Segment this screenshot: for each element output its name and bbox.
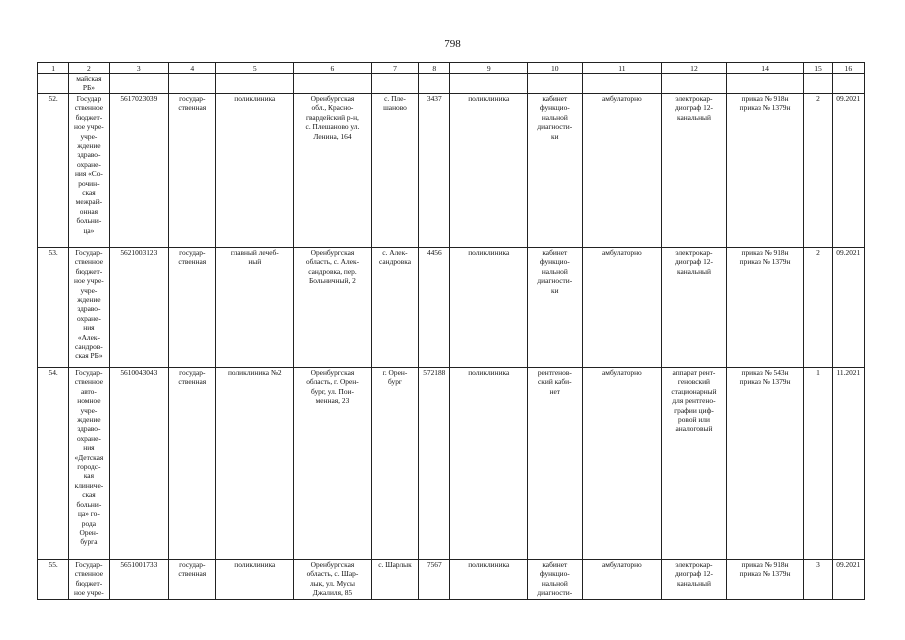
organization-name: Государ ственное бюджет- ное учре- учре- ждение здраво- охране- ния «Со- рочин- ская межрай- онная больни- ца»	[69, 94, 109, 248]
table-cell	[582, 74, 662, 94]
table-row	[38, 248, 865, 368]
organization-name: Государ- ственное авто- номное учре- ждение здраво- охране- ния «Детская городс- кая клиниче- ская больни- ца» го- рода Орен- бурга	[69, 368, 109, 560]
equipment: электрокар- диограф 12- канальный	[662, 248, 727, 368]
organization-name: Государ- ственное бюджет- ное учре- учре- ждение здраво- охране- ния «Алек- сандров- ская РБ»	[69, 248, 109, 368]
care-conditions: амбулаторно	[582, 560, 662, 600]
organization-name: Государ- ственное бюджет- ное учре-	[69, 560, 109, 600]
unit-type: поликлиника	[216, 94, 294, 248]
table-cell	[832, 74, 864, 94]
locality: с. Шарлык	[371, 560, 418, 600]
table-row	[38, 560, 865, 600]
ownership-form: государ- ственная	[169, 560, 216, 600]
equipment: аппарат рент- геновский стационарный для рентгено- графии циф- ровой или аналоговый	[662, 368, 727, 560]
table-cell: майская РБ»	[69, 74, 109, 94]
care-conditions: амбулаторно	[582, 248, 662, 368]
quantity: 2	[804, 94, 832, 248]
address: Оренбургская область, с. Алек- сандровка, пер. Больничный, 2	[294, 248, 372, 368]
locality: г. Орен- бург	[371, 368, 418, 560]
column-header: 16	[832, 63, 864, 74]
division: поликлиника	[450, 248, 528, 368]
quantity: 2	[804, 248, 832, 368]
page-number: 798	[444, 38, 461, 50]
row-number: 53.	[38, 248, 69, 368]
header-row	[38, 63, 865, 74]
locality: с. Пле- шаново	[371, 94, 418, 248]
table-cell	[528, 74, 582, 94]
population: 572188	[419, 368, 450, 560]
date: 09.2021	[832, 248, 864, 368]
division: поликлиника	[450, 368, 528, 560]
ownership-form: государ- ственная	[169, 94, 216, 248]
column-header: 5	[216, 63, 294, 74]
column-header: 6	[294, 63, 372, 74]
orders: приказ № 918н приказ № 1379н	[726, 248, 804, 368]
table-cell	[294, 74, 372, 94]
table-cell	[450, 74, 528, 94]
address: Оренбургская область, г. Орен- бург, ул. Пои- менная, 23	[294, 368, 372, 560]
continuation-row	[38, 74, 865, 94]
table-cell	[38, 74, 69, 94]
column-header: 2	[69, 63, 109, 74]
column-header: 10	[528, 63, 582, 74]
column-header: 11	[582, 63, 662, 74]
population: 7567	[419, 560, 450, 600]
row-number: 52.	[38, 94, 69, 248]
column-header: 3	[109, 63, 169, 74]
population: 3437	[419, 94, 450, 248]
equipment: электрокар- диограф 12- канальный	[662, 94, 727, 248]
table-cell	[804, 74, 832, 94]
table-cell	[726, 74, 804, 94]
unit-type: главный лечеб- ный	[216, 248, 294, 368]
unit-type: поликлиника №2	[216, 368, 294, 560]
table-cell	[371, 74, 418, 94]
orders: приказ № 918н приказ № 1379н	[726, 560, 804, 600]
quantity: 1	[804, 368, 832, 560]
column-header: 12	[662, 63, 727, 74]
locality: с. Алек- сандровка	[371, 248, 418, 368]
inn: 5651001733	[109, 560, 169, 600]
orders: приказ № 543н приказ № 1379н	[726, 368, 804, 560]
division: поликлиника	[450, 560, 528, 600]
row-number: 55.	[38, 560, 69, 600]
care-conditions: амбулаторно	[582, 94, 662, 248]
table-cell	[216, 74, 294, 94]
table-row	[38, 94, 865, 248]
cabinet: кабинет функцио- нальной диагности-	[528, 560, 582, 600]
ownership-form: государ- ственная	[169, 248, 216, 368]
cabinet: рентгенов- ский каби- нет	[528, 368, 582, 560]
column-header: 7	[371, 63, 418, 74]
cabinet: кабинет функцио- нальной диагности- ки	[528, 248, 582, 368]
column-header: 4	[169, 63, 216, 74]
register-table	[37, 62, 865, 600]
table-cell	[419, 74, 450, 94]
address: Оренбургская область, с. Шар- лык, ул. Мусы Джалиля, 85	[294, 560, 372, 600]
table-cell	[109, 74, 169, 94]
unit-type: поликлиника	[216, 560, 294, 600]
cabinet: кабинет функцио- нальной диагности- ки	[528, 94, 582, 248]
column-header: 15	[804, 63, 832, 74]
inn: 5610043043	[109, 368, 169, 560]
date: 09.2021	[832, 94, 864, 248]
table-cell	[662, 74, 727, 94]
column-header: 1	[38, 63, 69, 74]
table-row	[38, 368, 865, 560]
orders: приказ № 918н приказ № 1379н	[726, 94, 804, 248]
column-header: 8	[419, 63, 450, 74]
ownership-form: государ- ственная	[169, 368, 216, 560]
equipment: электрокар- диограф 12- канальный	[662, 560, 727, 600]
column-header: 9	[450, 63, 528, 74]
inn: 5621003123	[109, 248, 169, 368]
column-header: 14	[726, 63, 804, 74]
date: 09.2021	[832, 560, 864, 600]
row-number: 54.	[38, 368, 69, 560]
quantity: 3	[804, 560, 832, 600]
division: поликлиника	[450, 94, 528, 248]
table-cell	[169, 74, 216, 94]
date: 11.2021	[832, 368, 864, 560]
care-conditions: амбулаторно	[582, 368, 662, 560]
inn: 5617023039	[109, 94, 169, 248]
population: 4456	[419, 248, 450, 368]
address: Оренбургская обл., Красно- гвардейский р-н, с. Плешаново ул. Ленина, 164	[294, 94, 372, 248]
